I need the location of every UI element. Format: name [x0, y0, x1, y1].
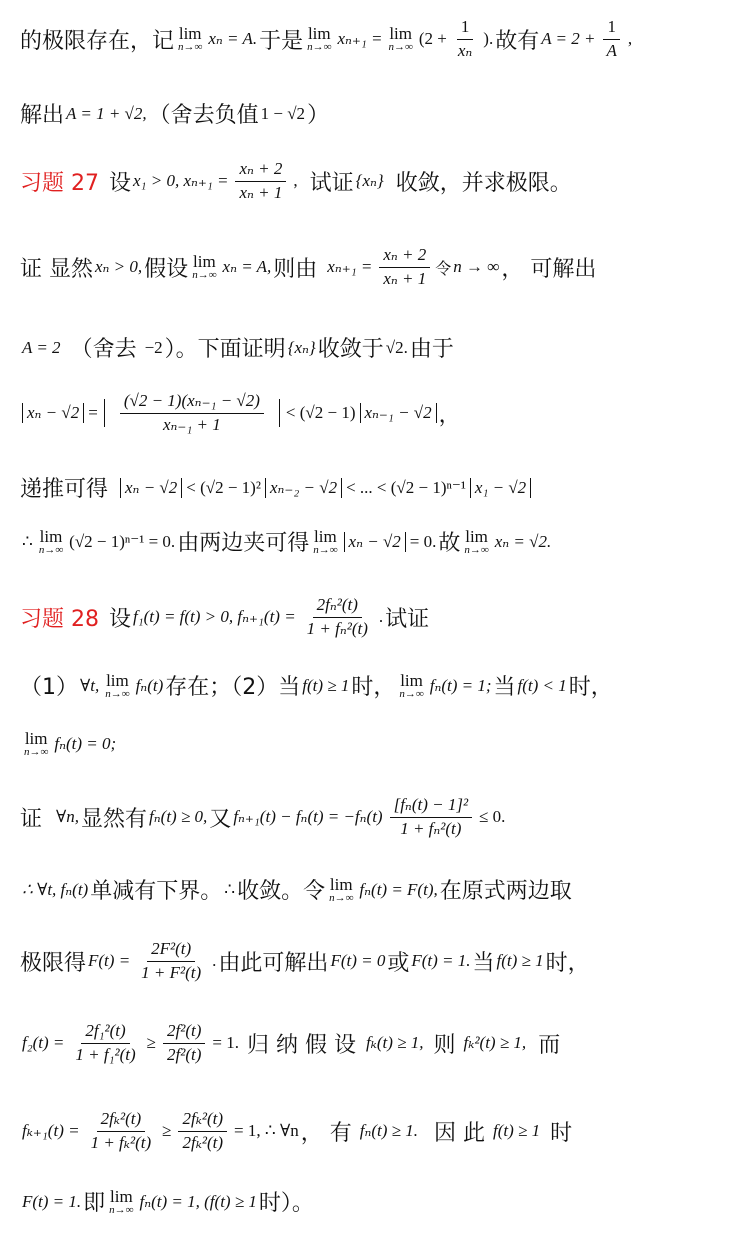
text: 收敛于	[317, 337, 384, 362]
line-induction-step	[20, 1110, 572, 1152]
math: = 0.	[409, 531, 437, 551]
text: 于是	[259, 28, 304, 54]
exercise-28-statement	[20, 596, 429, 638]
text: 故	[438, 531, 461, 556]
math: ∴	[22, 531, 33, 551]
math: fₙ(t) ≥ 1.	[359, 1121, 418, 1141]
line-show-convergence	[20, 332, 454, 363]
text: ， 有	[300, 1120, 352, 1146]
text: 设	[109, 606, 132, 632]
line-solve-a	[20, 98, 329, 129]
math: A = 2	[22, 337, 61, 357]
text: 的极限存在，记	[20, 28, 175, 54]
text: 由此可解出	[218, 950, 329, 976]
text: 当	[493, 675, 516, 700]
math: fₙ(t)	[135, 675, 164, 695]
text: 即	[83, 1191, 106, 1216]
text: （舍去	[70, 337, 137, 362]
math: ∴ ∀t, fₙ(t)	[22, 879, 89, 899]
math: xₙ₊₁ =	[337, 29, 383, 49]
math: ≥	[162, 1121, 172, 1141]
abs-value: x₁ − √2	[470, 478, 531, 498]
text: （1）	[20, 675, 78, 700]
text: 因 此	[433, 1120, 485, 1146]
math: =	[88, 403, 98, 423]
text: 收敛，并求极限。	[395, 170, 572, 196]
math: n → ∞	[453, 257, 500, 277]
text: 故有	[495, 28, 540, 54]
math: f(t) ≥ 1	[496, 951, 544, 971]
math: F(t) = 1.	[22, 1191, 82, 1211]
abs-value: xₙ₋₂ − √2	[265, 478, 342, 498]
text: 令	[435, 258, 452, 278]
math: fₙ₊₁(t) − fₙ(t) = −fₙ(t)	[233, 807, 383, 827]
exercise-label: 习题 28	[20, 606, 99, 632]
math: xₙ₊₁ =	[327, 257, 373, 277]
math: (2 +	[418, 29, 447, 49]
text: 显然有	[81, 806, 148, 832]
math: −2	[144, 337, 163, 357]
text: ）。下面证明	[164, 337, 286, 362]
math: F(t) = 0	[330, 951, 386, 971]
line-induction-base	[20, 1022, 560, 1064]
text: 单减有下界。	[90, 879, 223, 904]
math: {xₙ}	[287, 337, 316, 357]
fraction: $\frac{\text{2F²(t)}}{\text{1 + F²(t)}}$	[141, 939, 202, 982]
math: ∀n,	[56, 807, 80, 827]
math: xₙ = √2.	[494, 531, 552, 551]
text: 时，	[351, 675, 396, 700]
fraction: $\frac{\text{2f₁²(t)}}{\text{1 + f₁²(t)}}$	[75, 1021, 136, 1064]
lim-operator: lim n→∞	[307, 24, 332, 54]
math: fₖ²(t) ≥ 1,	[463, 1033, 527, 1053]
text: 证	[20, 806, 43, 832]
math: A = 1 + √2,	[66, 103, 147, 123]
math: F(t) = 1.	[411, 951, 471, 971]
text: （舍去负值	[148, 103, 259, 128]
line-claim-zero	[20, 730, 118, 758]
math: xₙ = A,	[222, 257, 272, 277]
math: f₁(t) = f(t) > 0, fₙ₊₁(t) =	[133, 607, 296, 627]
text: 又	[209, 806, 232, 832]
math: √2.	[385, 337, 408, 357]
math: F(t) =	[88, 951, 131, 971]
math: ≤ 0.	[479, 807, 506, 827]
math: (√2 − 1)ⁿ⁻¹ = 0.	[69, 531, 176, 551]
math: A = 2 +	[541, 29, 596, 49]
abs-value: xₙ₋₁ − √2	[360, 403, 437, 423]
line-monotone-bounded	[20, 874, 572, 905]
math: ≥	[146, 1033, 156, 1053]
math: = 1, ∴ ∀n	[234, 1121, 299, 1141]
text: 试证	[309, 170, 354, 196]
fraction: $\frac{\text{(√2 − 1)(xₙ₋₁ − √2)}}{\text{xₙ₋₁ + 1}}$	[118, 392, 266, 434]
exercise-27-statement	[20, 160, 572, 202]
fraction: $\frac{\text{xₙ + 2}}{\text{xₙ + 1}}$	[233, 160, 288, 202]
text: ）	[307, 103, 330, 128]
math: .	[212, 951, 217, 971]
text: 而	[538, 1032, 561, 1058]
math: fₙ(t) = F(t),	[359, 879, 438, 899]
abs-value: xₙ − √2	[120, 478, 182, 498]
math: xₙ > 0,	[95, 257, 143, 277]
math: fₙ(t) = 1;	[429, 675, 492, 695]
math: fₙ(t) = 0;	[54, 734, 117, 753]
text: 则由	[273, 256, 318, 282]
lim-operator: lim n→∞	[313, 526, 338, 556]
math: ∴	[224, 879, 236, 899]
lim-operator: lim n→∞	[399, 670, 424, 700]
lim-operator: lim n→∞	[464, 526, 489, 556]
text: 时，	[545, 950, 590, 976]
abs-value: xₙ − √2	[344, 532, 406, 552]
math: ,	[627, 29, 633, 49]
text: 收敛。令	[237, 879, 326, 904]
math: ,	[293, 171, 298, 191]
math: .	[378, 607, 384, 627]
math: f(t) ≥ 1	[302, 675, 350, 695]
fraction: $\frac{\text{2f²(t)}}{\text{2f²(t)}}$	[161, 1022, 207, 1064]
lim-operator: lim n→∞	[109, 1186, 134, 1216]
lim-operator: lim n→∞	[24, 729, 49, 758]
math: fₙ(t) = 1, (f(t) ≥ 1	[139, 1191, 257, 1211]
text: 证 显然	[20, 256, 93, 282]
math: xₙ = A.	[208, 29, 258, 49]
lim-operator: lim n→∞	[105, 670, 130, 700]
text: 或	[387, 950, 410, 976]
math: = 1.	[212, 1033, 239, 1053]
line-recursion	[20, 472, 533, 503]
lim-operator: lim n→∞	[178, 24, 203, 54]
line-claims	[20, 670, 613, 701]
text: 极限得	[20, 950, 87, 976]
text: 时，	[568, 675, 613, 700]
math: < (√2 − 1)	[285, 403, 356, 423]
exercise-label: 习题 27	[20, 170, 99, 196]
text: 当	[472, 950, 495, 976]
math: f₂(t) =	[22, 1033, 65, 1053]
line-limit-equation	[20, 940, 590, 982]
math: ).	[483, 29, 494, 49]
math: fₙ(t) ≥ 0,	[149, 807, 208, 827]
math: fₖ(t) ≥ 1,	[365, 1033, 424, 1053]
text: 假设	[144, 256, 189, 282]
text: 在原式两边取	[439, 879, 572, 904]
line-squeeze-conclusion	[20, 526, 553, 557]
fraction: $\frac{\text{2fₖ²(t)}}{\text{1 + fₖ²(t)}}$	[90, 1109, 152, 1152]
math: f(t) < 1	[517, 675, 567, 695]
fraction: $\frac{1}{\text{xₙ}}$	[457, 17, 473, 60]
fraction: $\frac{\text{xₙ + 2}}{\text{xₙ + 1}}$	[377, 246, 432, 288]
math: {xₙ}	[355, 171, 384, 191]
fraction: $\frac{1}{A}$	[601, 18, 623, 60]
text: 递推可得	[20, 477, 109, 502]
lim-operator: lim n→∞	[38, 526, 64, 556]
math: fₖ₊₁(t) =	[22, 1121, 80, 1141]
lim-operator: lim n→∞	[329, 874, 354, 904]
line-proof-27	[20, 246, 596, 288]
fraction: $\frac{\text{[fₙ(t) − 1]²}}{\text{1 + fₙ²(t)}}$	[388, 796, 474, 838]
text: 由两边夹可得	[177, 531, 310, 556]
fraction: $\frac{\text{2fₖ²(t)}}{\text{2fₖ²(t)}}$	[176, 1110, 229, 1152]
line-proof-28	[20, 796, 507, 838]
text: 试证	[385, 606, 430, 632]
math: < ... < (√2 − 1)ⁿ⁻¹	[346, 477, 466, 497]
text: ， 可解出	[501, 256, 597, 282]
abs-bar	[104, 399, 105, 427]
text: 时	[550, 1120, 573, 1146]
text: 则	[433, 1032, 456, 1058]
math: < (√2 − 1)²	[186, 477, 261, 497]
abs-bar	[279, 399, 280, 427]
text: 存在；（2）当	[165, 675, 301, 700]
math: 1 − √2	[260, 103, 306, 123]
line-limit-exists	[20, 18, 634, 60]
text: 解出	[20, 103, 65, 128]
math: ∀t,	[80, 675, 100, 695]
text: 时）。	[258, 1191, 314, 1216]
lim-operator: lim n→∞	[388, 24, 413, 54]
line-final-conclusion	[20, 1186, 314, 1217]
lim-operator: lim n→∞	[192, 252, 217, 282]
math: f(t) ≥ 1	[492, 1121, 541, 1141]
abs-value: xₙ − √2	[22, 403, 84, 423]
text: 归 纳 假 设	[246, 1032, 356, 1058]
text: 设	[109, 170, 132, 196]
fraction: $\frac{\text{2fₙ²(t)}}{\text{1 + fₙ²(t)}}$	[306, 595, 368, 638]
text: 由于	[409, 337, 454, 362]
text: ，	[438, 402, 461, 428]
math: x₁ > 0, xₙ₊₁ =	[133, 171, 229, 191]
line-inequality	[20, 392, 461, 434]
